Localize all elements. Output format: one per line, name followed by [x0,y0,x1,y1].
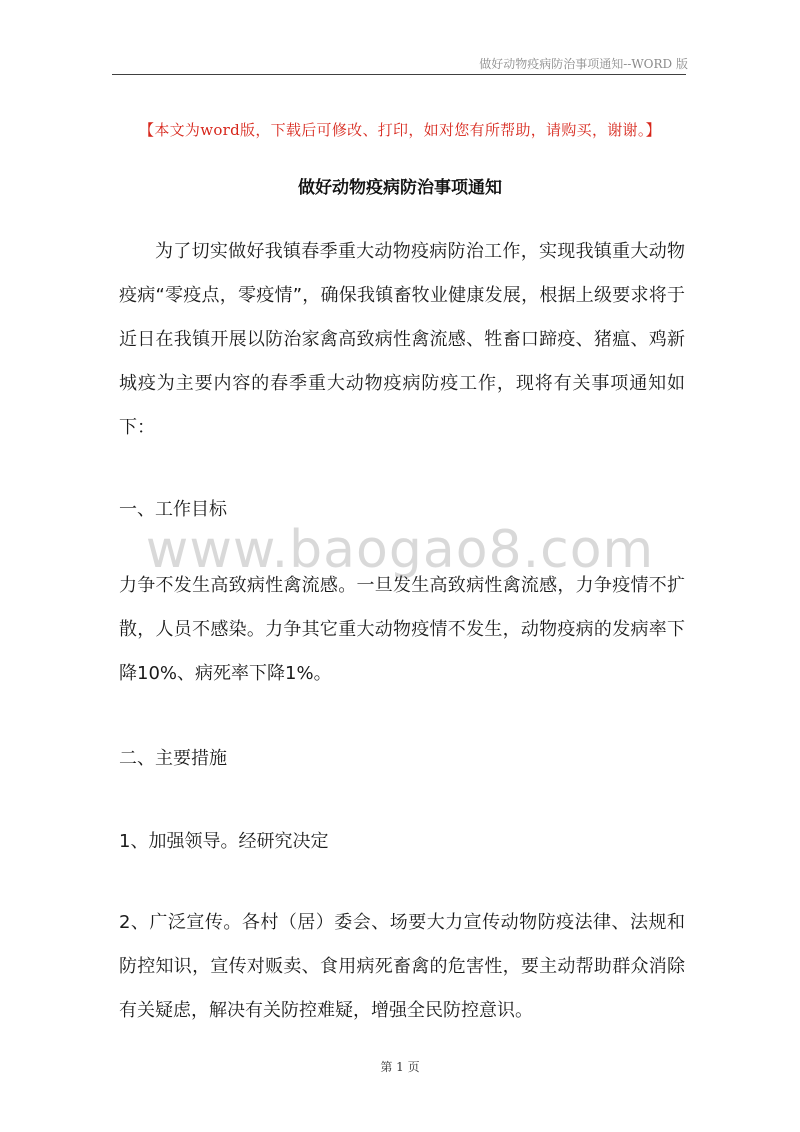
page-title: 做好动物疫病防治事项通知 [298,178,502,198]
section-heading-measures: 二、主要措施 [119,748,227,769]
goals-paragraph: 力争不发生高致病性禽流感。一旦发生高致病性禽流感，力争疫情不扩散，人员不感染。力争其它重大动物疫情不发生，动物疫病的发病率下降10%、病死率下降1%。 [119,575,685,684]
section-heading-goals: 一、工作目标 [119,499,227,520]
watermark: www.baogao8.com [145,520,655,580]
page-number: 第 1 页 [380,1060,420,1074]
running-header: 做好动物疫病防治事项通知--WORD 版 [479,57,688,71]
download-notice: 【本文为word版，下载后可修改、打印，如对您有所帮助，请购买，谢谢。】 [139,121,661,139]
header-divider [112,74,686,75]
measure-item: 2、广泛宣传。各村（居）委会、场要大力宣传动物防疫法律、法规和防控知识，宣传对贩卖、食用病死畜禽的危害性，要主动帮助群众消除有关疑虑，解决有关防控难疑，增强全民防控意识。 [119,912,685,1021]
measure-item: 1、加强领导。经研究决定 [119,831,329,852]
intro-paragraph: 为了切实做好我镇春季重大动物疫病防治工作，实现我镇重大动物疫病“零疫点，零疫情”，确保我镇畜牧业健康发展，根据上级要求将于近日在我镇开展以防治家禽高致病性禽流感、牲畜口蹄疫、猪瘟、鸡新城疫为主要内容的春季重大动物疫病防疫工作，现将有关事项通知如下： [119,241,685,438]
